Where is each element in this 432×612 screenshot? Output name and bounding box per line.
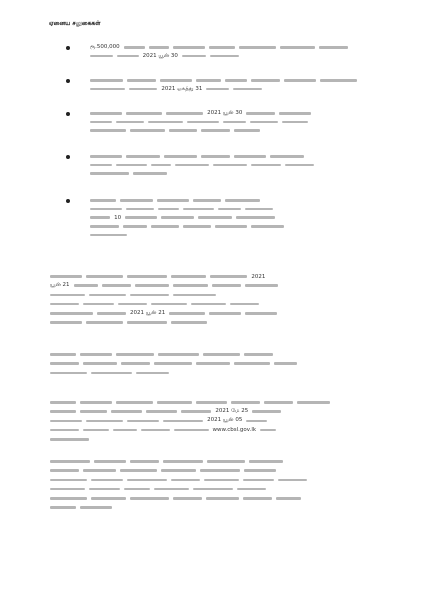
text-word	[213, 164, 248, 167]
text-word	[50, 506, 76, 509]
text-word	[198, 216, 233, 219]
text-word	[218, 208, 241, 211]
text-word	[154, 488, 189, 491]
text-word	[121, 362, 150, 365]
text-word	[234, 362, 270, 365]
text-word	[50, 469, 79, 472]
text-word	[183, 225, 212, 228]
text-word	[201, 129, 230, 132]
text-word	[203, 353, 240, 356]
text-word	[157, 401, 192, 404]
text-value: 2021 ஒகத்து 31	[161, 85, 203, 92]
text-word	[50, 275, 82, 278]
text-word	[50, 497, 87, 500]
text-word	[161, 469, 196, 472]
paragraph-line	[50, 351, 395, 358]
text-word	[166, 112, 203, 115]
text-word	[90, 199, 116, 202]
text-word	[90, 155, 122, 158]
text-word	[130, 129, 165, 132]
text-word	[80, 353, 112, 356]
text-word	[251, 225, 284, 228]
text-word	[146, 410, 178, 413]
text-word	[50, 294, 85, 297]
text-word	[116, 401, 153, 404]
text-word	[83, 429, 109, 432]
bullet-line	[90, 170, 390, 177]
text-word	[231, 401, 260, 404]
text-word	[50, 420, 82, 423]
text-word	[182, 55, 206, 58]
text-word	[243, 479, 275, 482]
text-value: யூன் 21	[50, 282, 70, 289]
text-word	[89, 294, 126, 297]
bullet-line	[90, 77, 390, 84]
bullet-line	[90, 214, 390, 221]
bullet-line	[90, 206, 390, 213]
text-word	[234, 129, 260, 132]
paragraph-line	[50, 399, 395, 406]
text-word	[126, 155, 161, 158]
text-word	[206, 497, 239, 500]
text-word	[129, 88, 158, 91]
paragraph-line	[50, 458, 395, 465]
text-word	[319, 46, 348, 49]
text-word	[151, 303, 187, 306]
paragraph-line	[50, 476, 395, 483]
text-word	[246, 112, 275, 115]
text-word	[136, 372, 169, 375]
text-word	[50, 479, 87, 482]
text-word	[124, 488, 150, 491]
text-word	[234, 155, 266, 158]
text-value: 2021 யூன் 21	[129, 309, 166, 316]
text-word	[126, 112, 162, 115]
text-word	[90, 88, 125, 91]
paragraph-line	[50, 436, 395, 443]
text-word	[74, 284, 98, 287]
text-word	[264, 401, 293, 404]
text-word	[50, 460, 90, 463]
text-word	[163, 460, 203, 463]
website-link[interactable]: www.cbsl.gov.lk	[212, 427, 257, 434]
text-word	[171, 275, 206, 278]
bullet-line	[90, 162, 390, 169]
text-word	[86, 275, 123, 278]
text-word	[157, 199, 189, 202]
text-word	[173, 294, 216, 297]
text-word	[116, 164, 148, 167]
text-word	[233, 88, 262, 91]
paragraph-line	[50, 291, 395, 298]
text-word	[91, 372, 131, 375]
text-word	[120, 199, 153, 202]
text-word	[284, 79, 316, 82]
text-word	[90, 121, 112, 124]
text-word	[50, 353, 76, 356]
text-word	[50, 362, 79, 365]
text-word	[279, 112, 311, 115]
text-word	[117, 55, 139, 58]
text-word	[196, 401, 228, 404]
text-word	[127, 420, 159, 423]
text-word	[200, 469, 240, 472]
text-word	[236, 216, 275, 219]
paragraph-line	[50, 486, 395, 493]
text-word	[280, 46, 315, 49]
text-word	[50, 372, 87, 375]
text-word	[133, 172, 168, 175]
text-word	[210, 275, 247, 278]
text-word	[90, 225, 119, 228]
text-word	[245, 208, 272, 211]
text-word	[206, 88, 229, 91]
text-word	[196, 79, 222, 82]
text-word	[97, 312, 126, 315]
paragraph-line	[50, 369, 395, 376]
text-word	[154, 362, 191, 365]
text-word	[116, 121, 145, 124]
text-word	[90, 208, 122, 211]
text-word	[239, 46, 276, 49]
bullet-line	[90, 44, 390, 51]
text-word	[212, 284, 241, 287]
text-word	[124, 46, 146, 49]
text-word	[215, 225, 247, 228]
text-word	[86, 420, 123, 423]
text-word	[118, 303, 147, 306]
text-word	[90, 79, 123, 82]
paragraph-line	[50, 273, 395, 280]
paragraph-line	[50, 282, 395, 289]
text-word	[123, 225, 147, 228]
text-word	[90, 164, 112, 167]
text-word	[250, 121, 279, 124]
text-word	[90, 55, 113, 58]
text-word	[111, 410, 141, 413]
text-word	[83, 469, 116, 472]
bullet-point	[66, 155, 70, 159]
text-word	[158, 208, 178, 211]
text-word	[181, 410, 211, 413]
paragraph-line	[50, 301, 395, 308]
paragraph-line	[50, 504, 395, 511]
text-word	[151, 225, 178, 228]
text-word	[127, 321, 167, 324]
paragraph-line	[50, 417, 395, 424]
text-word	[127, 275, 167, 278]
text-word	[243, 497, 272, 500]
text-word	[50, 429, 79, 432]
text-word	[83, 303, 115, 306]
text-word	[282, 121, 308, 124]
text-word	[90, 129, 126, 132]
bullet-point	[66, 112, 70, 116]
text-word	[225, 79, 247, 82]
text-word	[169, 129, 198, 132]
text-word	[174, 429, 209, 432]
text-word	[196, 362, 231, 365]
text-word	[244, 353, 273, 356]
bullet-line	[90, 86, 390, 93]
text-word	[209, 46, 235, 49]
text-word	[125, 216, 157, 219]
section-heading	[49, 19, 101, 28]
text-word	[50, 438, 89, 441]
text-word	[175, 164, 208, 167]
bullet-line	[90, 119, 390, 126]
text-word	[164, 155, 197, 158]
text-word	[161, 216, 194, 219]
bullet-line	[90, 153, 390, 160]
text-word	[163, 420, 203, 423]
text-value: 2021	[251, 273, 266, 280]
text-word	[209, 312, 241, 315]
text-word	[270, 155, 305, 158]
text-word	[127, 79, 156, 82]
paragraph-line	[50, 310, 395, 317]
text-word	[90, 216, 110, 219]
text-word	[251, 79, 280, 82]
text-word	[276, 497, 302, 500]
text-word	[94, 460, 126, 463]
text-word	[141, 429, 170, 432]
text-word	[285, 164, 314, 167]
text-word	[116, 353, 155, 356]
text-word	[80, 401, 112, 404]
text-word	[50, 321, 82, 324]
text-word	[252, 410, 281, 413]
text-word	[89, 488, 121, 491]
bullet-line	[90, 197, 390, 204]
text-word	[91, 497, 126, 500]
paragraph-line	[50, 467, 395, 474]
bullet-line	[90, 223, 390, 230]
bullet-point	[66, 199, 70, 203]
text-word	[102, 284, 131, 287]
text-word	[187, 121, 219, 124]
text-word	[148, 121, 183, 124]
text-value: 2021 யூன் 30	[207, 110, 243, 116]
text-word	[274, 362, 297, 365]
text-word	[50, 303, 79, 306]
text-word	[204, 479, 239, 482]
bullet-point	[66, 79, 70, 83]
text-word	[207, 460, 244, 463]
text-word	[135, 284, 170, 287]
text-word	[230, 303, 259, 306]
bullet-line	[90, 110, 390, 117]
text-word	[320, 79, 357, 82]
text-word	[50, 488, 85, 491]
text-value: 10	[114, 214, 122, 221]
text-word	[260, 429, 276, 432]
text-word	[297, 401, 330, 404]
text-word	[225, 199, 260, 202]
text-word	[91, 479, 123, 482]
text-word	[90, 234, 127, 237]
bullet-line	[90, 127, 390, 134]
paragraph-line	[50, 319, 395, 326]
text-word	[169, 312, 205, 315]
text-word	[171, 479, 200, 482]
text-word	[130, 460, 159, 463]
text-word	[246, 420, 266, 423]
heading-text: ஏனைய சலுகைகள்	[49, 20, 101, 27]
text-word	[149, 46, 169, 49]
text-word	[90, 172, 129, 175]
text-word	[173, 46, 205, 49]
text-word	[249, 460, 284, 463]
text-word	[245, 284, 278, 287]
text-word	[130, 497, 169, 500]
text-word	[50, 312, 93, 315]
text-word	[151, 164, 171, 167]
text-word	[158, 353, 198, 356]
text-word	[244, 469, 276, 472]
text-word	[50, 410, 76, 413]
text-word	[193, 199, 222, 202]
text-value: ரூ.500,000	[90, 44, 120, 50]
text-word	[130, 294, 169, 297]
text-word	[191, 303, 226, 306]
text-word	[127, 479, 167, 482]
text-word	[160, 79, 192, 82]
text-word	[173, 284, 208, 287]
text-word	[126, 208, 155, 211]
paragraph-line	[50, 495, 395, 502]
text-word	[201, 155, 230, 158]
text-word	[278, 479, 307, 482]
text-word	[90, 112, 122, 115]
text-word	[245, 312, 277, 315]
text-word	[171, 321, 207, 324]
text-value: 2021 யூன் 30	[142, 52, 178, 59]
text-word	[80, 506, 112, 509]
bullet-line	[90, 231, 390, 238]
text-word	[50, 401, 76, 404]
bullet-line	[90, 53, 390, 60]
text-value: 2021 மே 25	[215, 408, 249, 415]
text-word	[251, 164, 281, 167]
paragraph-line	[50, 408, 395, 415]
text-word	[83, 362, 118, 365]
text-word	[223, 121, 246, 124]
text-word	[193, 488, 233, 491]
text-word	[86, 321, 123, 324]
bullet-point	[66, 46, 70, 50]
paragraph-line	[50, 360, 395, 367]
text-word	[113, 429, 137, 432]
paragraph-line	[50, 427, 395, 434]
text-value: 2021 யூன் 05	[207, 417, 243, 424]
text-word	[80, 410, 107, 413]
text-word	[120, 469, 157, 472]
text-word	[183, 208, 215, 211]
text-word	[173, 497, 202, 500]
text-word	[237, 488, 266, 491]
text-word	[210, 55, 239, 58]
